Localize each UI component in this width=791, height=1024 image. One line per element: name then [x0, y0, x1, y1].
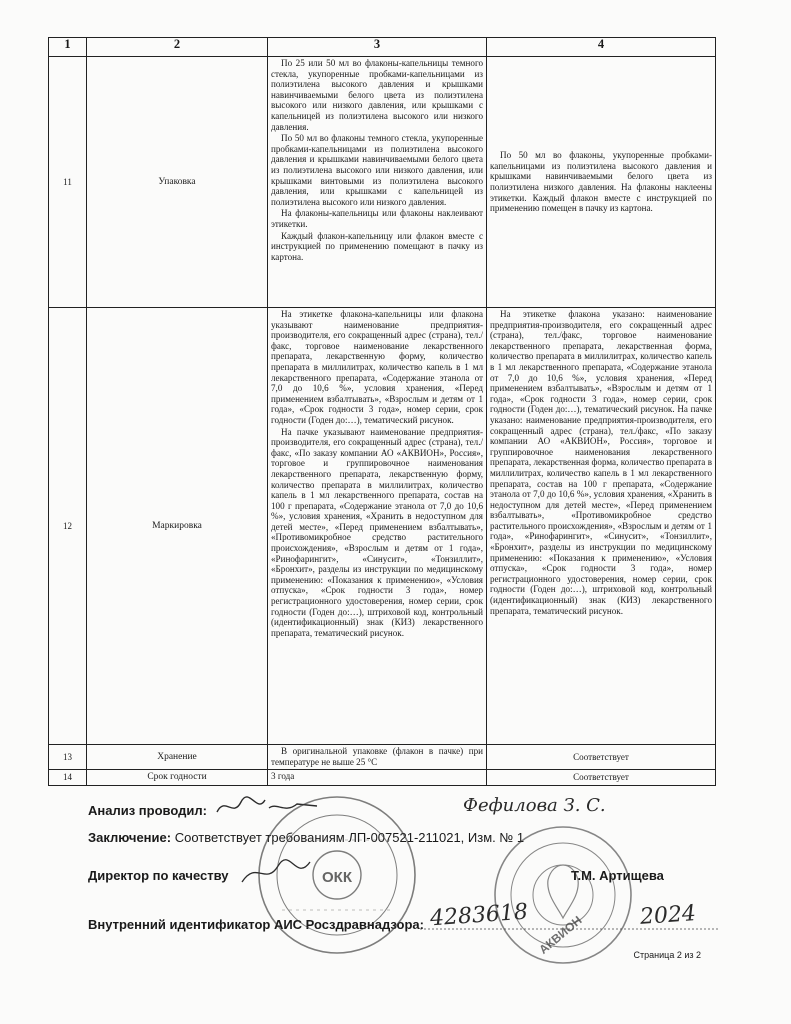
date-handwritten: 2024	[639, 901, 697, 930]
header-col-4: 4	[487, 38, 716, 57]
aquion-stamp	[488, 820, 638, 970]
row-parameter: Упаковка	[87, 57, 268, 308]
table-header-row	[49, 38, 716, 57]
requirement-paragraph: На этикетке флакона-капельницы или флакона указывают наименование предприятия-производителя, его сокращенный адрес (страна), тел./факс, торговое наименование лекарственного препарата, лекарственную форму, количество препарата в миллилитрах, количество капель в 1 мл лекарственного препарата, «Содержание этанола от 7,0 до 10,6 %», условия хранения, «Перед применением взбалтывать», «Взрослым и детям от 1 года», «Срок годности 3 года», номер серии, срок годности (Годен до:…), тематический рисунок.	[271, 309, 483, 425]
director-label: Директор по качеству	[88, 868, 229, 883]
row-requirement	[268, 308, 487, 745]
row-parameter: Срок годности	[87, 770, 268, 786]
row-requirement	[268, 745, 487, 770]
okk-stamp	[252, 790, 422, 960]
row-number: 12	[49, 308, 87, 745]
table-row	[49, 57, 716, 308]
requirement-paragraph: По 50 мл во флаконы темного стекла, укупоренные пробками-капельницами из полиэтилена высокого давления и крышками навинчиваемыми белого цвета из полиэтилена высокого или низкого давления, или крышками винтовыми из полиэтилена высокого давления, или крышками с капельницей из полиэтилена высокого или низкого давления.	[271, 133, 483, 207]
row-number: 11	[49, 57, 87, 308]
table-row	[49, 745, 716, 770]
ais-label: Внутренний идентификатор АИС Росздравнадзора:	[88, 917, 424, 932]
requirement-paragraph: В оригинальной упаковке (флакон в пачке) при температуре не выше 25 °С	[271, 746, 483, 767]
director-name: Т.М. Артищева	[571, 868, 664, 883]
row-number: 14	[49, 770, 87, 786]
row-parameter: Маркировка	[87, 308, 268, 745]
aquion-stamp-label: АКВИОН	[536, 913, 585, 957]
specification-table	[48, 37, 716, 786]
conclusion-text: Соответствует требованиям ЛП-007521-211021, Изм. № 1	[174, 830, 525, 845]
requirement-paragraph: На флаконы-капельницы или флаконы наклеивают этикетки.	[271, 208, 483, 229]
result-paragraph: По 50 мл во флаконы, укупоренные пробками-капельницами из полиэтилена высокого давления и крышками навинчиваемыми белого цвета из полиэтилена низкого давления. На флаконы наклеены этикетки. Каждый флакон вместе с инструкцией по применению помещен в пачку из картона.	[490, 150, 712, 214]
row-result	[487, 308, 716, 745]
requirement-paragraph: На пачке указывают наименование предприятия-производителя, его сокращенный адрес (страна), тел./факс, «По заказу компании АО «АКВИОН», Россия», торговое и группировочное наименования лекарственного препарата, лекарственную форму, количество препарата в миллилитрах, количество капель в 1 мл лекарственного препарата, состав на 100 г препарата, «Содержание этанола от 7,0 до 10,6 %», условия хранения, «Хранить в недоступном для детей месте», «Перед применением взбалтывать», «Противомикробное средство растительного происхождения», «Взрослым и детям от 1 года», «Ринофарингит», «Синусит», «Тонзиллит», «Бронхит», разделы из инструкции по медицинскому применению: «Показания к применению», «Условия отпуска», «Срок годности 3 года», номер регистрационного удостоверения, номер серии, срок годности (Годен до:…), штриховой код, контрольный (идентификационный) знак (КИЗ) лекарственного препарата, тематический рисунок.	[271, 426, 483, 638]
table-row	[49, 308, 716, 745]
row-requirement	[268, 57, 487, 308]
result-paragraph: На этикетке флакона указано: наименование предприятия-производителя, его сокращенный адрес (страна), тел./факс, торговое наименование лекарственного препарата, лекарственная форма, количество препарата в миллилитрах, количество капель в 1 мл лекарственного препарата, «Содержание этанола от 7,0 до 10,6 %», условия хранения, «Перед применением взбалтывать», «Взрослым и детям от 1 года», «Срок годности 3 года», номер серии, срок годности (Годен до:…), тематический рисунок. На пачке указано: наименование предприятия-производителя, его сокращенный адрес (страна), тел./факс, «По заказу компании АО «АКВИОН», Россия», торговое и группировочное наименования лекарственного препарата, лекарственная форма, количество препарата в миллилитрах, количество капель в 1 мл лекарственного препарата, состав на 100 г препарата, «Содержание этанола от 7,0 до 10,6 %», условия хранения, «Хранить в недоступном для детей месте», «Перед применением взбалтывать», «Противомикробное средство растительного происхождения», «Взрослым и детям от 1 года», «Ринофарингит», «Синусит», «Тонзиллит», «Бронхит», разделы из инструкции по медицинскому применению: «Показания к применению», «Условия отпуска», «Срок годности 3 года», номер регистрационного удостоверения, номер серии, срок годности (Годен до:…), штриховой код, контрольный (идентификационный) знак (КИЗ) лекарственного препарата, тематический рисунок.	[490, 309, 712, 616]
analysis-label: Анализ проводил:	[88, 803, 207, 818]
row-number: 13	[49, 745, 87, 770]
requirement-paragraph: По 25 или 50 мл во флаконы-капельницы темного стекла, укупоренные пробками-капельницами из полиэтилена высокого давления и крышками навинчиваемыми белого цвета из полиэтилена высокого или низкого давления, или крышками с капельницей из полиэтилена высокого или низкого давления.	[271, 58, 483, 132]
row-result: Соответствует	[487, 745, 716, 770]
header-col-2: 2	[87, 38, 268, 57]
page-number: Страница 2 из 2	[633, 950, 701, 960]
header-col-1: 1	[49, 38, 87, 57]
requirement-paragraph: Каждый флакон-капельницу или флакон вместе с инструкцией по применению помещают в пачку из картона.	[271, 230, 483, 262]
row-requirement: 3 года	[268, 770, 487, 786]
okk-stamp-label: ОКК	[322, 869, 352, 886]
row-result: Соответствует	[487, 770, 716, 786]
header-col-3: 3	[268, 38, 487, 57]
row-result	[487, 57, 716, 308]
conclusion-label: Заключение:	[88, 830, 172, 845]
analyst-handwritten-name: Фефилова З. С.	[463, 795, 606, 816]
table-row	[49, 770, 716, 786]
row-parameter: Хранение	[87, 745, 268, 770]
ais-handwritten-id: 4283618	[429, 899, 529, 932]
